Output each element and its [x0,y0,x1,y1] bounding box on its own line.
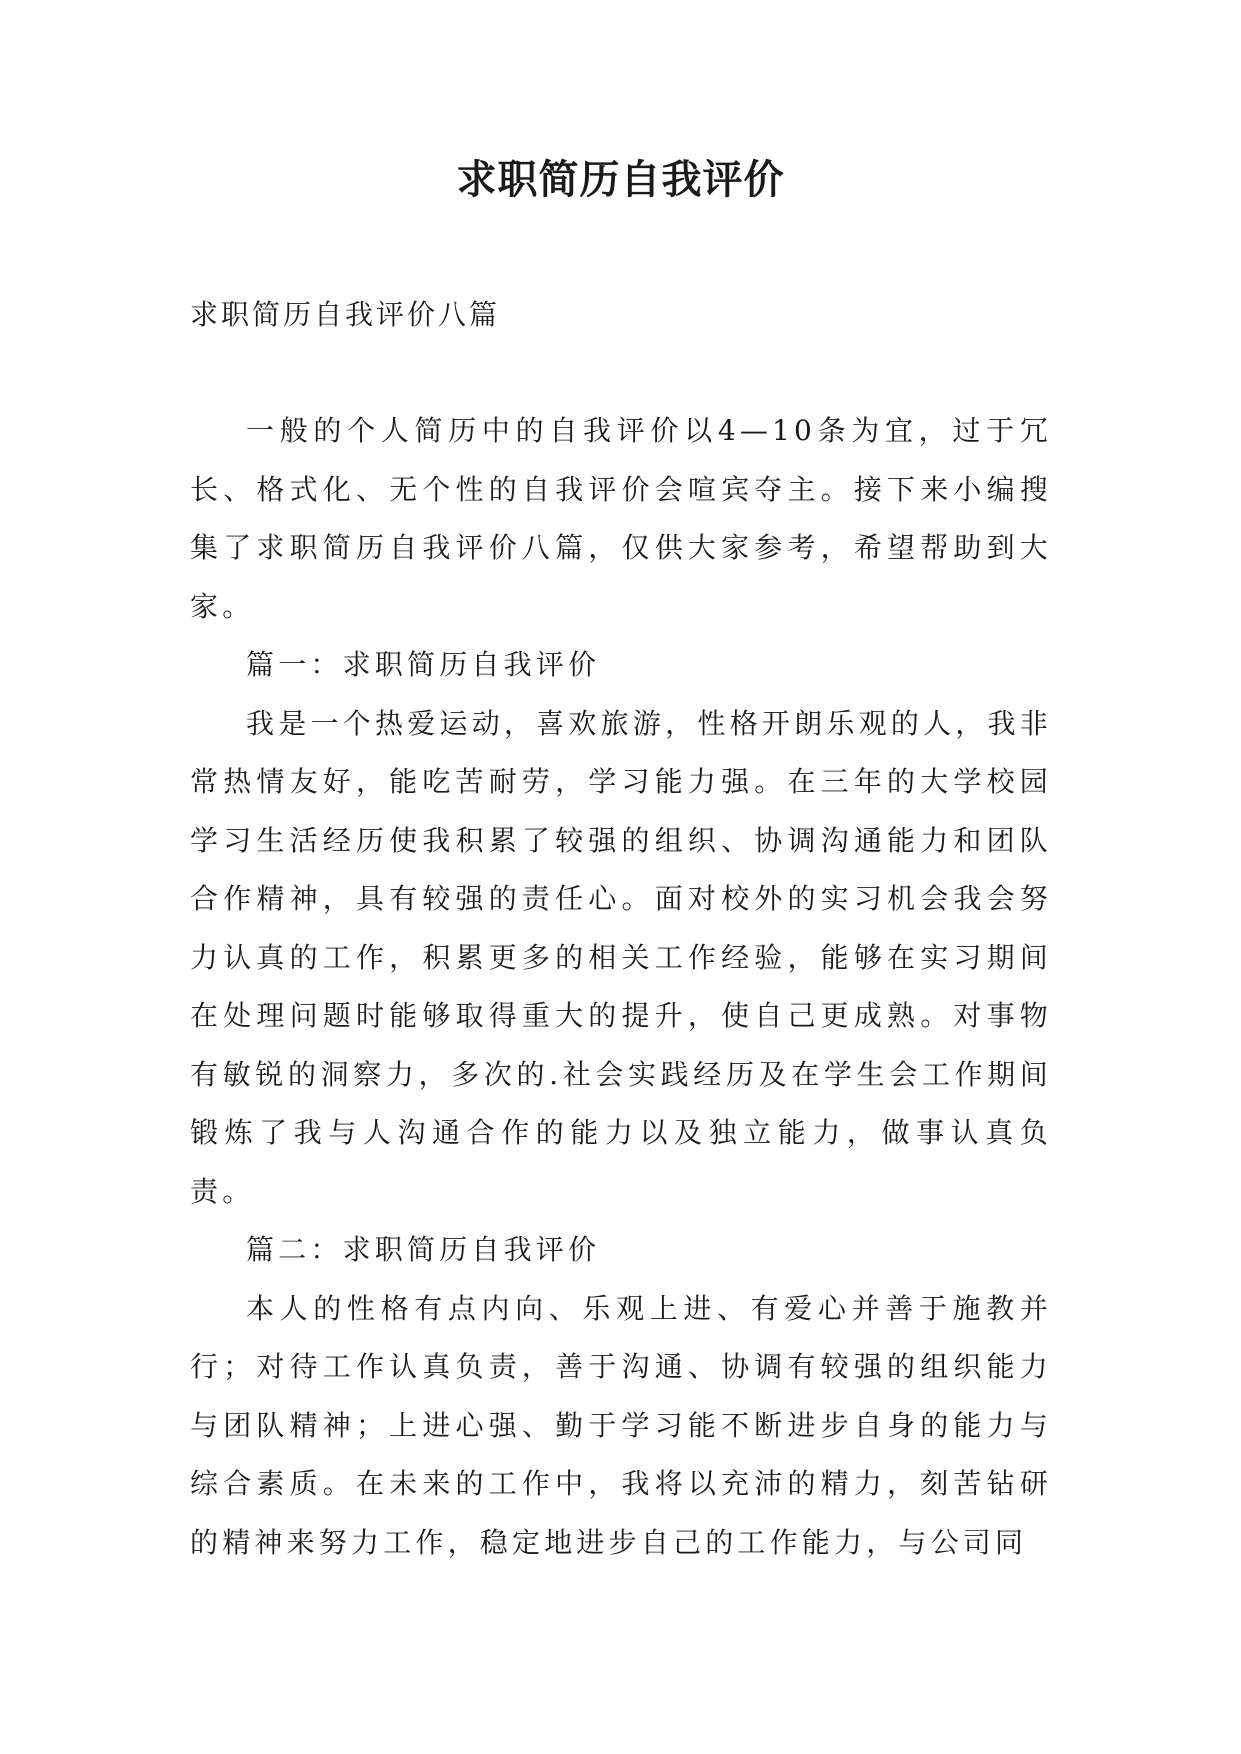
document-subtitle: 求职简历自我评价八篇 [190,298,501,331]
section-paragraph-1: 我是一个热爱运动，喜欢旅游，性格开朗乐观的人，我非常热情友好，能吃苦耐劳，学习能力强。在三年的大学校园学习生活经历使我积累了较强的组织、协调沟通能力和团队合作精神，具有较强的责任心。面对校外的实习机会我会努力认真的工作，积累更多的相关工作经验，能够在实习期间在处理问题时能够取得重大的提升，使自己更成熟。对事物有敏锐的洞察力，多次的.社会实践经历及在学生会工作期间锻炼了我与人沟通合作的能力以及独立能力，做事认真负责。 [190,706,1052,1208]
section-heading-1: 篇一：求职简历自我评价 [246,648,601,681]
page-title: 求职简历自我评价 [456,157,785,203]
document-body [190,402,1052,1572]
intro-paragraph: 一般的个人简历中的自我评价以4—10条为宜，过于冗长、格式化、无个性的自我评价会喧宾夺主。接下来小编搜集了求职简历自我评价八篇，仅供大家参考，希望帮助到大家。 [190,414,1052,623]
section-paragraph-2: 本人的性格有点内向、乐观上进、有爱心并善于施教并行；对待工作认真负责，善于沟通、协调有较强的组织能力与团队精神；上进心强、勤于学习能不断进步自身的能力与综合素质。在未来的工作中，我将以充沛的精力，刻苦钻研的精神来努力工作，稳定地进步自己的工作能力，与公司同 [190,1291,1052,1559]
section-heading-2: 篇二：求职简历自我评价 [246,1233,601,1266]
